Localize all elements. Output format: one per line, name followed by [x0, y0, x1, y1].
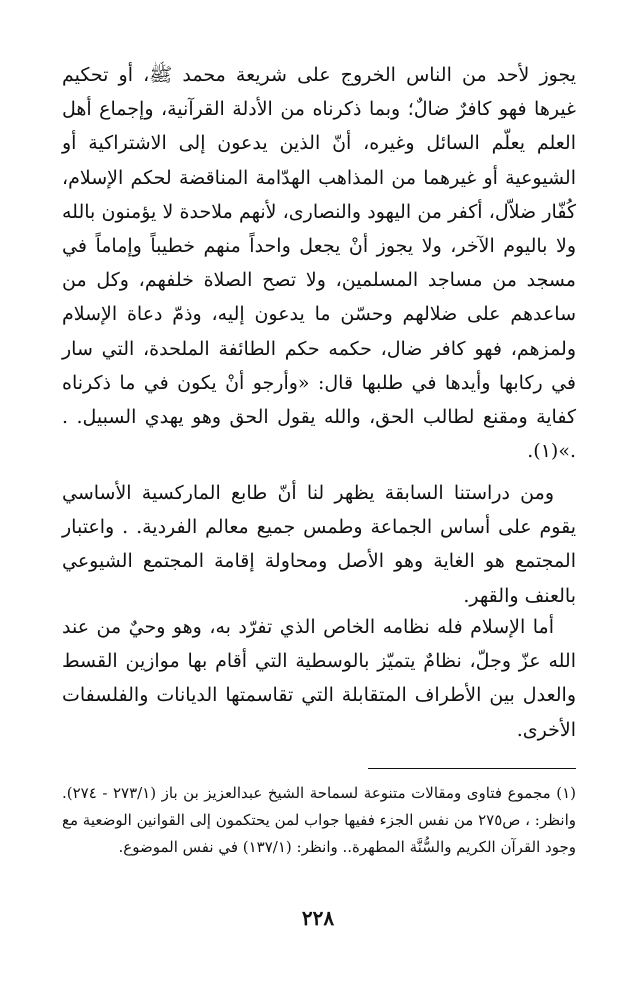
paragraph-3-text: أما الإسلام فله نظامه الخاص الذي تفرّد به، وهو وحيٌ من عند الله عزّ وجلّ، نظامٌ يتميّز بالوسطية التي أقام بها موازين القسط والعدل بين الأطراف المتقابلة التي تقاسمتها الديانات والفلسفات الأخرى. — [62, 616, 576, 741]
footnote-separator — [368, 768, 576, 769]
paragraph-3 — [62, 610, 576, 747]
footnote: (١) مجموع فتاوى ومقالات متنوعة لسماحة الشيخ عبدالعزيز بن باز (٢٧٣/١ - ٢٧٤). وانظر: ، ص٢٧٥ من نفس الجزء ففيها جواب لمن يحتكمون إلى القوانين الوضعية مع وجود القرآن الكريم والسُّنَّة المطهرة.. وانظر: (١٣٧/١) في نفس الموضوع. — [62, 784, 577, 856]
paragraph-2 — [62, 476, 576, 613]
page-number: ٢٢٨ — [301, 906, 335, 930]
paragraph-2-text: ومن دراستنا السابقة يظهر لنا أنّ طابع الماركسية الأساسي يقوم على أساس الجماعة وطمس جميع معالم الفردية. . واعتبار المجتمع هو الغاية وهو الأصل ومحاولة إقامة المجتمع الشيوعي بالعنف والقهر. — [62, 482, 576, 607]
paragraph-1: يجوز لأحد من الناس الخروج على شريعة محمد ﷺ، أو تحكيم غيرها فهو كافرٌ ضالٌ؛ وبما ذكرناه من الأدلة القرآنية، وإجماع أهل العلم يعلّم السائل وغيره، أنّ الذين يدعون إلى الاشتراكية أو الشيوعية أو غيرهما من المذاهب الهدّامة المناقضة لحكم الإسلام، كُفّار ضلاّل، أكفر من اليهود والنصارى، لأنهم ملاحدة لا يؤمنون بالله ولا باليوم الآخر، ولا يجوز أنْ يجعل واحداً منهم خطيباً وإماماً في مسجد من مساجد المسلمين، ولا تصح الصلاة خلفهم، وكل من ساعدهم على ضلالهم وحسّن ما يدعون إليه، وذمّ دعاة الإسلام ولمزهم، فهو كافر ضال، حكمه حكم الطائفة الملحدة، التي سار في ركابها وأيدها في طلبها قال: «وأرجو أنْ يكون في ما ذكرناه كفاية ومقنع لطالب الحق، والله يقول الحق وهو يهدي السبيل. . .»(١). — [62, 64, 576, 463]
